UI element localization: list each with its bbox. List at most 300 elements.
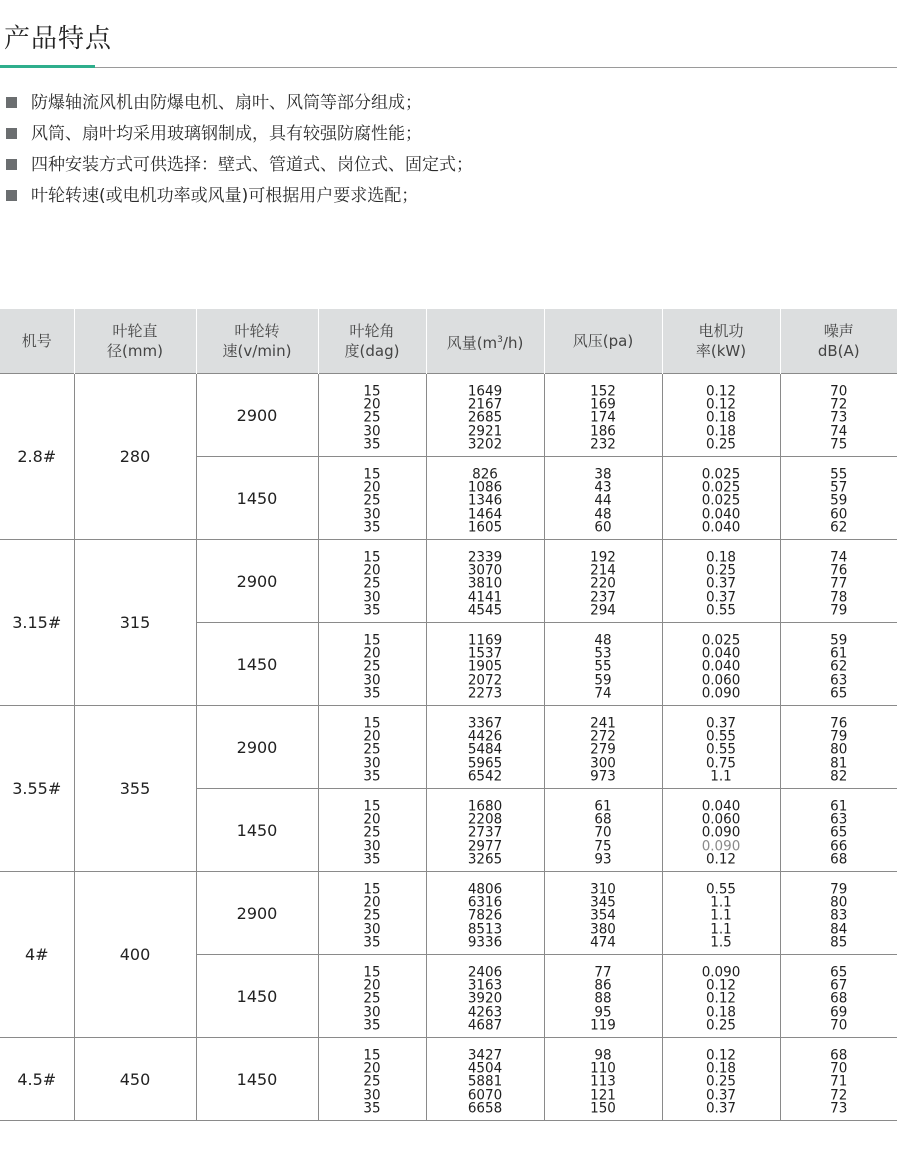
airflow-value: 3367 (467, 714, 503, 731)
power-value: 0.025 (701, 631, 741, 648)
pressure-value: 220 (590, 575, 616, 592)
angle-cell (318, 789, 426, 872)
power-cell (662, 955, 780, 1038)
power-value: 1.1 (710, 920, 732, 938)
noise-value: 62 (830, 658, 848, 675)
power-cell (662, 540, 780, 623)
airflow-cell (426, 623, 544, 706)
angle-value: 30 (363, 837, 381, 855)
airflow-list (427, 462, 544, 535)
pressure-value: 88 (594, 990, 612, 1007)
airflow-cell (426, 374, 544, 457)
airflow-value: 6070 (467, 1086, 503, 1104)
pressure-list (545, 877, 662, 950)
noise-value: 69 (830, 1003, 848, 1021)
power-value: 0.18 (705, 422, 737, 440)
pressure-cell (544, 872, 662, 955)
pressure-value: 279 (590, 741, 616, 758)
pressure-cell (544, 706, 662, 789)
airflow-value: 3202 (467, 435, 503, 453)
power-value: 0.12 (705, 990, 737, 1007)
power-value: 0.12 (705, 395, 737, 413)
square-bullet-icon (6, 128, 17, 139)
noise-value: 70 (830, 382, 848, 399)
airflow-value: 2406 (467, 963, 503, 980)
airflow-value: 2208 (467, 810, 503, 828)
airflow-value: 3070 (467, 561, 503, 579)
power-value: 0.25 (705, 1073, 737, 1090)
pressure-value: 61 (594, 797, 612, 814)
angle-list (319, 628, 426, 701)
pressure-value: 53 (594, 644, 612, 662)
angle-list (319, 794, 426, 867)
airflow-value: 4263 (467, 1003, 503, 1021)
power-value: 0.25 (705, 1016, 737, 1034)
pressure-cell (544, 789, 662, 872)
square-bullet-icon (6, 190, 17, 201)
noise-value: 82 (830, 767, 848, 785)
airflow-value: 3265 (467, 850, 503, 868)
feature-item (6, 123, 473, 154)
pressure-cell (544, 374, 662, 457)
noise-value: 59 (830, 631, 848, 648)
power-value: 0.025 (701, 465, 741, 482)
header-diameter: 叶轮直 径(mm) (74, 309, 196, 374)
feature-text: 风筒、扇叶均采用玻璃钢制成，具有较强防腐性能； (31, 124, 422, 144)
airflow-value: 2273 (467, 684, 503, 702)
airflow-value: 1086 (467, 478, 503, 496)
angle-value: 30 (363, 671, 381, 689)
airflow-list (427, 1043, 544, 1116)
table-row (0, 374, 897, 457)
airflow-value: 2339 (467, 548, 503, 565)
power-value: 0.12 (705, 1046, 737, 1063)
pressure-value: 75 (594, 837, 612, 855)
model-cell: 4# (0, 872, 74, 1038)
pressure-value: 150 (590, 1099, 616, 1117)
feature-item (6, 154, 473, 185)
angle-value: 20 (363, 478, 381, 496)
pressure-value: 237 (590, 588, 616, 606)
pressure-value: 44 (594, 492, 612, 509)
angle-value: 35 (363, 518, 381, 536)
noise-value: 80 (830, 893, 848, 911)
noise-cell (780, 955, 897, 1038)
pressure-value: 77 (594, 963, 612, 980)
speed-cell: 2900 (196, 872, 318, 955)
power-list (663, 545, 780, 618)
power-value: 0.090 (701, 963, 741, 980)
noise-value: 70 (830, 1059, 848, 1077)
noise-list (781, 628, 898, 701)
angle-value: 25 (363, 907, 381, 924)
pressure-value: 474 (590, 933, 616, 951)
power-value: 0.18 (705, 409, 737, 426)
pressure-cell (544, 955, 662, 1038)
angle-cell (318, 706, 426, 789)
power-value: 0.55 (705, 880, 737, 897)
angle-cell (318, 457, 426, 540)
angle-value: 15 (363, 797, 381, 814)
angle-list (319, 1043, 426, 1116)
pressure-value: 74 (594, 684, 612, 702)
power-value: 0.37 (705, 575, 737, 592)
power-list (663, 462, 780, 535)
power-value: 0.25 (705, 561, 737, 579)
noise-value: 65 (830, 684, 848, 702)
pressure-value: 345 (590, 893, 616, 911)
table-row (0, 872, 897, 955)
noise-list (781, 877, 898, 950)
airflow-value: 9336 (467, 933, 503, 951)
airflow-value: 4545 (467, 601, 503, 619)
header-airflow: 风量$(m^3/h)$ (426, 309, 544, 374)
angle-value: 15 (363, 963, 381, 980)
power-cell (662, 457, 780, 540)
pressure-list (545, 462, 662, 535)
speed-cell: 2900 (196, 540, 318, 623)
pressure-value: 272 (590, 727, 616, 745)
power-list (663, 877, 780, 950)
angle-value: 25 (363, 741, 381, 758)
airflow-value: 1680 (467, 797, 503, 814)
airflow-value: 1346 (467, 492, 503, 509)
angle-list (319, 960, 426, 1033)
speed-cell: 2900 (196, 706, 318, 789)
angle-value: 35 (363, 1099, 381, 1117)
airflow-list (427, 877, 544, 950)
angle-list (319, 877, 426, 950)
airflow-value: 3810 (467, 575, 503, 592)
power-value: 0.18 (705, 1059, 737, 1077)
pressure-value: 241 (590, 714, 616, 731)
noise-value: 65 (830, 963, 848, 980)
model-cell: 3.15# (0, 540, 74, 706)
angle-value: 30 (363, 505, 381, 523)
noise-cell (780, 872, 897, 955)
table-body (0, 374, 897, 1121)
noise-value: 61 (830, 797, 848, 814)
speed-cell: 2900 (196, 374, 318, 457)
angle-value: 35 (363, 767, 381, 785)
angle-cell (318, 955, 426, 1038)
pressure-value: 68 (594, 810, 612, 828)
power-value: 1.1 (710, 893, 732, 911)
noise-value: 55 (830, 465, 848, 482)
noise-value: 67 (830, 976, 848, 994)
pressure-list (545, 711, 662, 784)
power-value: 0.12 (705, 976, 737, 994)
pressure-cell (544, 623, 662, 706)
power-value: 0.12 (705, 382, 737, 399)
power-list (663, 711, 780, 784)
noise-value: 80 (830, 741, 848, 758)
pressure-value: 48 (594, 631, 612, 648)
angle-value: 25 (363, 990, 381, 1007)
angle-value: 35 (363, 850, 381, 868)
angle-value: 25 (363, 658, 381, 675)
airflow-list (427, 794, 544, 867)
airflow-value: 3427 (467, 1046, 503, 1063)
noise-value: 71 (830, 1073, 848, 1090)
noise-value: 74 (830, 548, 848, 565)
power-list (663, 379, 780, 452)
noise-value: 60 (830, 505, 848, 523)
airflow-list (427, 379, 544, 452)
airflow-cell (426, 872, 544, 955)
model-cell: 4.5# (0, 1038, 74, 1121)
power-value: 0.37 (705, 588, 737, 606)
pressure-value: 294 (590, 601, 616, 619)
header-power: 电机功 率(kW) (662, 309, 780, 374)
angle-value: 15 (363, 880, 381, 897)
power-value: 0.55 (705, 727, 737, 745)
airflow-value: 7826 (467, 907, 503, 924)
noise-value: 61 (830, 644, 848, 662)
angle-value: 25 (363, 575, 381, 592)
power-value: 0.37 (705, 1099, 737, 1117)
power-value: 0.75 (705, 754, 737, 772)
angle-value: 35 (363, 435, 381, 453)
noise-value: 68 (830, 990, 848, 1007)
noise-value: 73 (830, 1099, 848, 1117)
airflow-value: 1605 (467, 518, 503, 536)
noise-cell (780, 789, 897, 872)
power-list (663, 1043, 780, 1116)
pressure-list (545, 628, 662, 701)
noise-value: 74 (830, 422, 848, 440)
pressure-value: 59 (594, 671, 612, 689)
power-value: 0.090 (701, 684, 741, 702)
noise-value: 63 (830, 810, 848, 828)
airflow-value: 4426 (467, 727, 503, 745)
angle-value: 35 (363, 933, 381, 951)
pressure-value: 214 (590, 561, 616, 579)
pressure-value: 192 (590, 548, 616, 565)
speed-cell: 1450 (196, 623, 318, 706)
power-list (663, 628, 780, 701)
airflow-value: 8513 (467, 920, 503, 938)
power-value: 0.090 (701, 824, 741, 841)
pressure-value: 152 (590, 382, 616, 399)
noise-value: 79 (830, 727, 848, 745)
pressure-value: 121 (590, 1086, 616, 1104)
angle-value: 30 (363, 1086, 381, 1104)
square-bullet-icon (6, 97, 17, 108)
angle-value: 30 (363, 754, 381, 772)
power-value: 0.37 (705, 1086, 737, 1104)
speed-cell: 1450 (196, 789, 318, 872)
pressure-value: 310 (590, 880, 616, 897)
pressure-list (545, 794, 662, 867)
airflow-cell (426, 1038, 544, 1121)
noise-value: 81 (830, 754, 848, 772)
noise-value: 57 (830, 478, 848, 496)
airflow-list (427, 960, 544, 1033)
title-divider (0, 67, 897, 68)
pressure-value: 48 (594, 505, 612, 523)
airflow-value: 1537 (467, 644, 503, 662)
angle-value: 15 (363, 1046, 381, 1063)
airflow-value: 6542 (467, 767, 503, 785)
airflow-value: 1905 (467, 658, 503, 675)
angle-value: 15 (363, 465, 381, 482)
header-angle: 叶轮角 度(dag) (318, 309, 426, 374)
angle-value: 30 (363, 1003, 381, 1021)
pressure-value: 70 (594, 824, 612, 841)
airflow-value: 2167 (467, 395, 503, 413)
power-value: 0.040 (701, 658, 741, 675)
angle-value: 25 (363, 824, 381, 841)
noise-list (781, 794, 898, 867)
angle-value: 20 (363, 976, 381, 994)
pressure-value: 60 (594, 518, 612, 536)
angle-value: 20 (363, 644, 381, 662)
table-row (0, 540, 897, 623)
feature-text: 防爆轴流风机由防爆电机、扇叶、风筒等部分组成； (31, 93, 422, 113)
angle-value: 20 (363, 893, 381, 911)
pressure-cell (544, 540, 662, 623)
power-value: 0.060 (701, 671, 741, 689)
power-cell (662, 374, 780, 457)
airflow-value: 6658 (467, 1099, 503, 1117)
pressure-cell (544, 1038, 662, 1121)
pressure-value: 43 (594, 478, 612, 496)
pressure-value: 186 (590, 422, 616, 440)
pressure-list (545, 1043, 662, 1116)
noise-list (781, 960, 898, 1033)
noise-value: 79 (830, 601, 848, 619)
feature-text: 叶轮转速(或电机功率或风量)可根据用户要求选配； (31, 186, 419, 206)
pressure-value: 232 (590, 435, 616, 453)
pressure-value: 55 (594, 658, 612, 675)
airflow-list (427, 711, 544, 784)
noise-cell (780, 1038, 897, 1121)
diameter-cell: 280 (74, 374, 196, 540)
power-value: 0.12 (705, 850, 737, 868)
pressure-list (545, 545, 662, 618)
pressure-value: 98 (594, 1046, 612, 1063)
power-cell (662, 789, 780, 872)
pressure-value: 93 (594, 850, 612, 868)
table-row (0, 1038, 897, 1121)
header-speed: 叶轮转 速(v/min) (196, 309, 318, 374)
title-accent-bar (0, 65, 95, 68)
noise-value: 70 (830, 1016, 848, 1034)
noise-value: 78 (830, 588, 848, 606)
angle-value: 20 (363, 810, 381, 828)
feature-item (6, 92, 473, 123)
airflow-value: 2072 (467, 671, 503, 689)
angle-value: 35 (363, 601, 381, 619)
header-model: 机号 (0, 309, 74, 374)
power-value: 0.040 (701, 505, 741, 523)
table-row (0, 706, 897, 789)
noise-value: 68 (830, 1046, 848, 1063)
angle-value: 30 (363, 422, 381, 440)
noise-value: 66 (830, 837, 848, 855)
power-value: 1.1 (710, 767, 732, 785)
diameter-cell: 355 (74, 706, 196, 872)
angle-cell (318, 540, 426, 623)
airflow-cell (426, 789, 544, 872)
angle-value: 25 (363, 492, 381, 509)
power-list (663, 960, 780, 1033)
noise-value: 75 (830, 435, 848, 453)
spec-table (0, 309, 897, 1121)
pressure-value: 973 (590, 767, 616, 785)
noise-cell (780, 706, 897, 789)
angle-value: 20 (363, 727, 381, 745)
feature-item (6, 185, 473, 216)
noise-list (781, 545, 898, 618)
power-value: 0.040 (701, 644, 741, 662)
noise-list (781, 711, 898, 784)
pressure-list (545, 960, 662, 1033)
power-value: 0.090 (701, 837, 741, 855)
airflow-value: 2737 (467, 824, 503, 841)
airflow-value: 1464 (467, 505, 503, 523)
airflow-cell (426, 955, 544, 1038)
noise-value: 77 (830, 575, 848, 592)
angle-list (319, 545, 426, 618)
model-cell: 3.55# (0, 706, 74, 872)
airflow-value: 4141 (467, 588, 503, 606)
noise-value: 84 (830, 920, 848, 938)
noise-value: 72 (830, 395, 848, 413)
angle-cell (318, 623, 426, 706)
power-value: 0.060 (701, 810, 741, 828)
pressure-value: 95 (594, 1003, 612, 1021)
angle-value: 15 (363, 548, 381, 565)
noise-value: 62 (830, 518, 848, 536)
angle-value: 30 (363, 588, 381, 606)
airflow-value: 4687 (467, 1016, 503, 1034)
angle-value: 15 (363, 631, 381, 648)
power-list (663, 794, 780, 867)
page-title: 产品特点 (4, 24, 113, 54)
power-value: 0.25 (705, 435, 737, 453)
diameter-cell: 315 (74, 540, 196, 706)
pressure-value: 380 (590, 920, 616, 938)
speed-cell: 1450 (196, 1038, 318, 1121)
angle-list (319, 462, 426, 535)
diameter-cell: 450 (74, 1038, 196, 1121)
angle-value: 20 (363, 1059, 381, 1077)
power-value: 1.1 (710, 907, 732, 924)
power-cell (662, 623, 780, 706)
angle-value: 15 (363, 382, 381, 399)
speed-cell: 1450 (196, 955, 318, 1038)
angle-value: 20 (363, 561, 381, 579)
pressure-value: 354 (590, 907, 616, 924)
pressure-value: 174 (590, 409, 616, 426)
airflow-list (427, 628, 544, 701)
angle-value: 25 (363, 1073, 381, 1090)
pressure-value: 169 (590, 395, 616, 413)
airflow-value: 826 (472, 465, 498, 482)
airflow-value: 3163 (467, 976, 503, 994)
pressure-list (545, 379, 662, 452)
square-bullet-icon (6, 159, 17, 170)
noise-value: 83 (830, 907, 848, 924)
power-cell (662, 706, 780, 789)
noise-cell (780, 540, 897, 623)
airflow-cell (426, 540, 544, 623)
noise-value: 85 (830, 933, 848, 951)
feature-text: 四种安装方式可供选择：壁式、管道式、岗位式、固定式； (31, 155, 473, 175)
noise-value: 79 (830, 880, 848, 897)
